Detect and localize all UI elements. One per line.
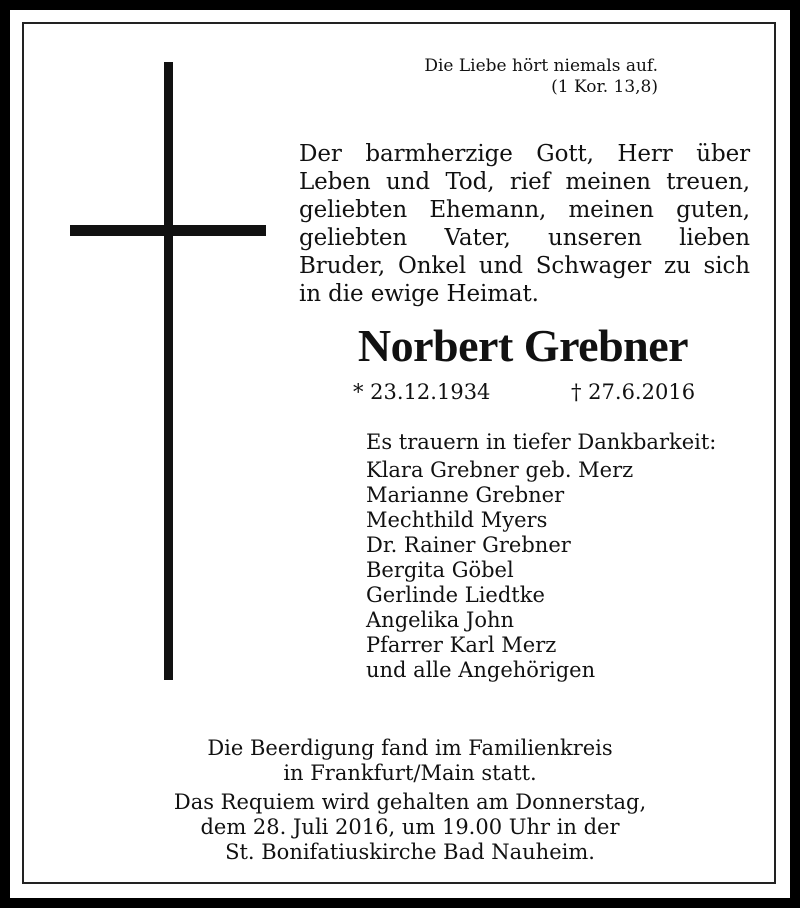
mourner-name: und alle Angehörigen (366, 658, 596, 682)
cross-icon-crossbar (70, 225, 266, 236)
mourner-name: Mechthild Myers (366, 508, 548, 532)
birth-date: * 23.12.1934 (353, 380, 491, 404)
funeral-line: Die Beerdigung fand im Familienkreis (207, 736, 613, 760)
death-date: † 27.6.2016 (571, 380, 696, 404)
mourner-name: Angelika John (366, 608, 515, 632)
bible-quote-source: (1 Kor. 13,8) (551, 77, 658, 97)
mourners-list (366, 430, 716, 683)
funeral-line: in Frankfurt/Main statt. (283, 761, 537, 785)
requiem-line: dem 28. Juli 2016, um 19.00 Uhr in der (200, 815, 620, 839)
obituary-card (10, 10, 790, 898)
deceased-name: Norbert Grebner (357, 320, 689, 371)
funeral-notice (110, 736, 710, 865)
mourner-name: Marianne Grebner (366, 483, 565, 507)
mourner-name: Bergita Göbel (366, 558, 514, 582)
mourner-name: Klara Grebner geb. Merz (366, 458, 634, 482)
intro-paragraph: Der barmherzige Gott, Herr über Leben und Tod, rief meinen treuen, geliebten Ehemann, meinen guten, geliebten Vater, unseren lieben Bruder, Onkel und Schwager zu sich in die ewige Heimat. (299, 141, 750, 307)
bible-quote-text: Die Liebe hört niemals auf. (424, 56, 658, 76)
bible-quote (340, 56, 658, 98)
cross-icon (164, 62, 173, 680)
mourner-name: Pfarrer Karl Merz (366, 633, 557, 657)
mourner-name: Gerlinde Liedtke (366, 583, 545, 607)
mourners-heading: Es trauern in tiefer Dankbarkeit: (366, 430, 717, 454)
requiem-line: St. Bonifatiuskirche Bad Nauheim. (225, 840, 595, 864)
mourner-name: Dr. Rainer Grebner (366, 533, 571, 557)
requiem-line: Das Requiem wird gehalten am Donnerstag, (173, 790, 647, 814)
